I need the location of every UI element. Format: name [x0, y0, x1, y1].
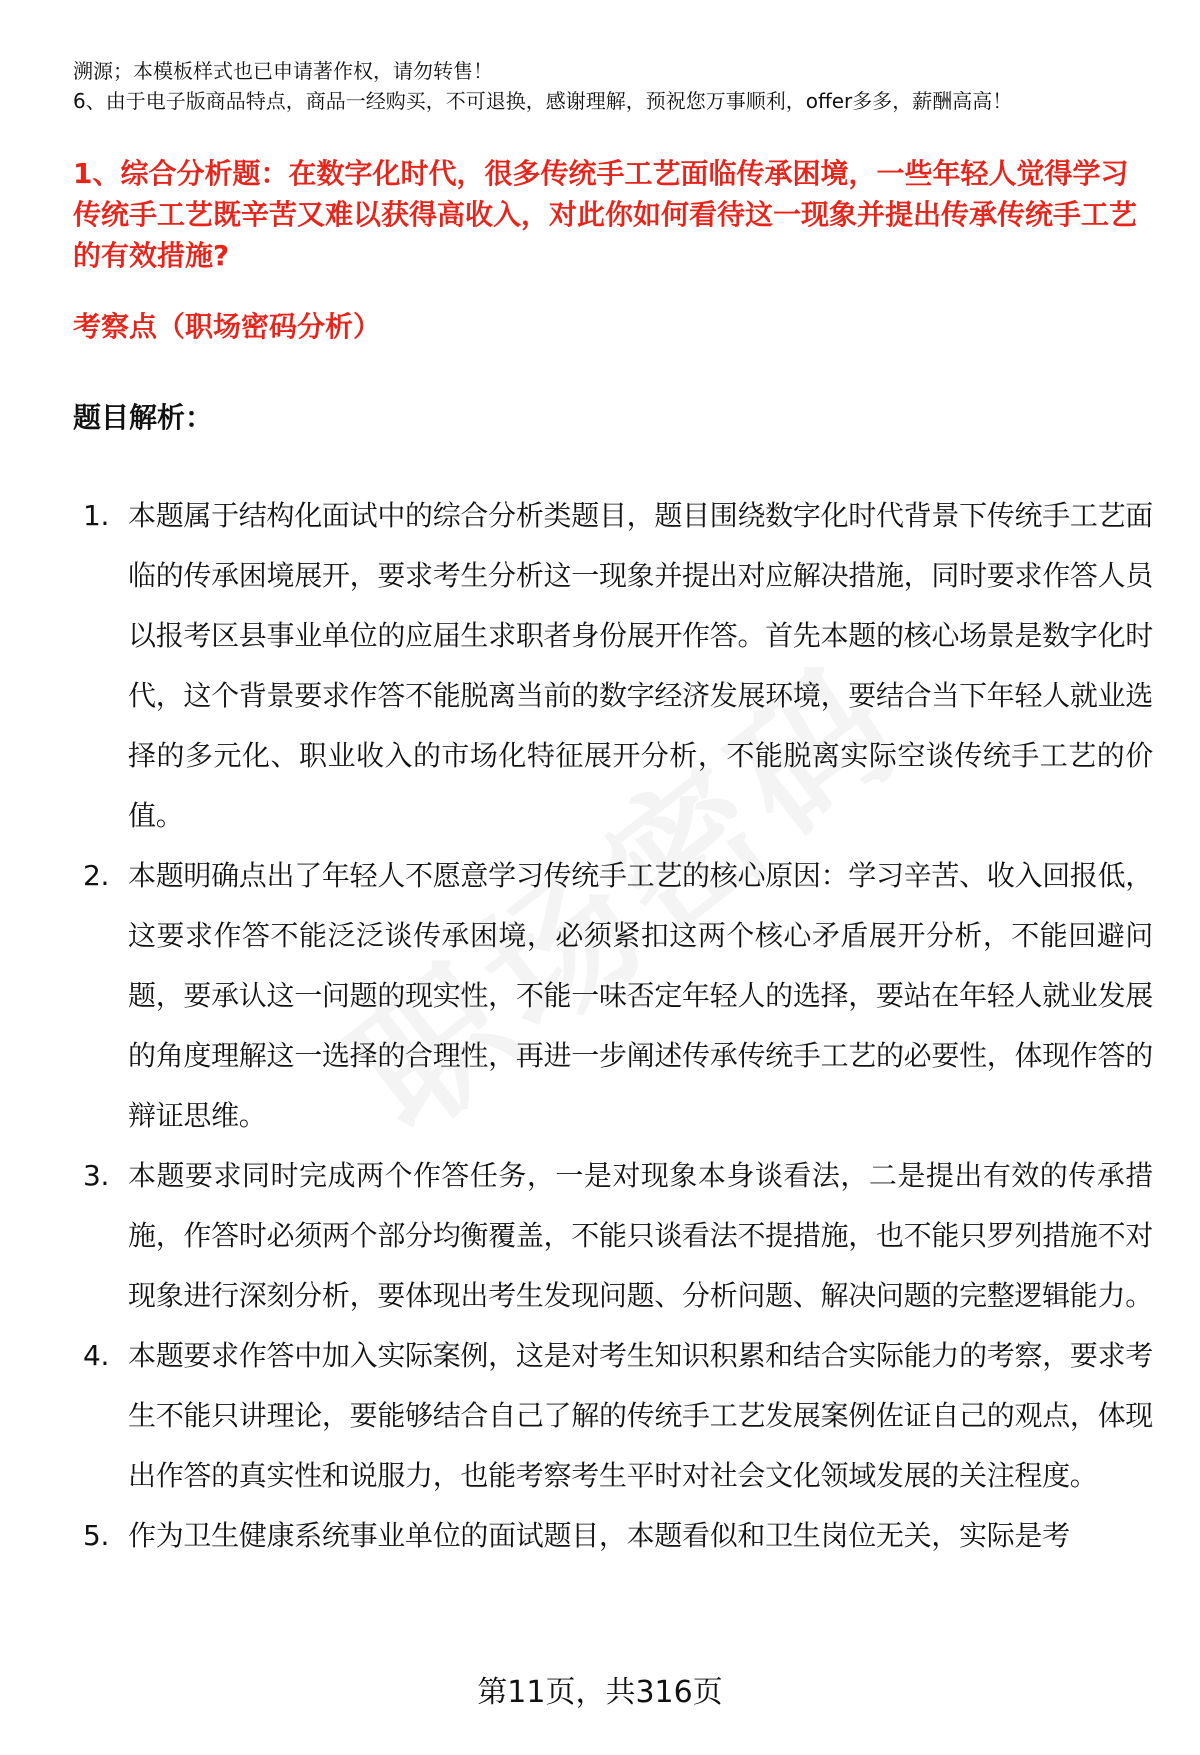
item-number: 1. — [83, 499, 110, 532]
item-number: 4. — [83, 1339, 110, 1372]
page-footer: 第11页，共316页 — [477, 1675, 723, 1710]
question-title: 1、综合分析题：在数字化时代，很多传统手工艺面临传承困境，一些年轻人觉得学习传统手工艺既辛苦又难以获得高收入，对此你如何看待这一现象并提出传承传统手工艺的有效措施? — [73, 157, 1138, 272]
analysis-list — [73, 486, 1153, 1566]
notice-line-1: 溯源；本模板样式也已申请著作权，请勿转售！ — [73, 59, 493, 83]
notice-line-2: 6、由于电子版商品特点，商品一经购买，不可退换，感谢理解，预祝您万事顺利，offer多多，薪酬高高！ — [73, 89, 1013, 113]
item-text: 本题属于结构化面试中的综合分析类题目，题目围绕数字化时代背景下传统手工艺面临的传承困境展开，要求考生分析这一现象并提出对应解决措施，同时要求作答人员以报考区县事业单位的应届生求职者身份展开作答。首先本题的核心场景是数字化时代，这个背景要求作答不能脱离当前的数字经济发展环境，要结合当下年轻人就业选择的多元化、职业收入的市场化特征展开分析，不能脱离实际空谈传统手工艺的价值。 — [128, 499, 1153, 832]
analysis-item — [73, 1506, 1153, 1566]
analysis-item — [73, 846, 1153, 1146]
analysis-item — [73, 1146, 1153, 1326]
item-text: 本题要求作答中加入实际案例，这是对考生知识积累和结合实际能力的考察，要求考生不能只讲理论，要能够结合自己了解的传统手工艺发展案例佐证自己的观点，体现出作答的真实性和说服力，也能考察考生平时对社会文化领域发展的关注程度。 — [128, 1339, 1153, 1492]
item-number: 2. — [83, 859, 110, 892]
item-number: 5. — [83, 1519, 110, 1552]
item-text: 本题明确点出了年轻人不愿意学习传统手工艺的核心原因：学习辛苦、收入回报低，这要求作答不能泛泛谈传承困境，必须紧扣这两个核心矛盾展开分析，不能回避问题，要承认这一问题的现实性，不能一味否定年轻人的选择，要站在年轻人就业发展的角度理解这一选择的合理性，再进一步阐述传承传统手工艺的必要性，体现作答的辩证思维。 — [128, 859, 1153, 1132]
examination-point: 考察点（职场密码分析） — [73, 310, 382, 343]
analysis-item — [73, 1326, 1153, 1506]
item-number: 3. — [83, 1159, 110, 1192]
analysis-heading: 题目解析： — [73, 401, 214, 434]
item-text: 本题要求同时完成两个作答任务，一是对现象本身谈看法，二是提出有效的传承措施，作答时必须两个部分均衡覆盖，不能只谈看法不提措施，也不能只罗列措施不对现象进行深刻分析，要体现出考生发现问题、分析问题、解决问题的完整逻辑能力。 — [128, 1159, 1153, 1312]
analysis-item — [73, 486, 1153, 846]
item-text: 作为卫生健康系统事业单位的面试题目，本题看似和卫生岗位无关，实际是考 — [128, 1519, 1070, 1552]
